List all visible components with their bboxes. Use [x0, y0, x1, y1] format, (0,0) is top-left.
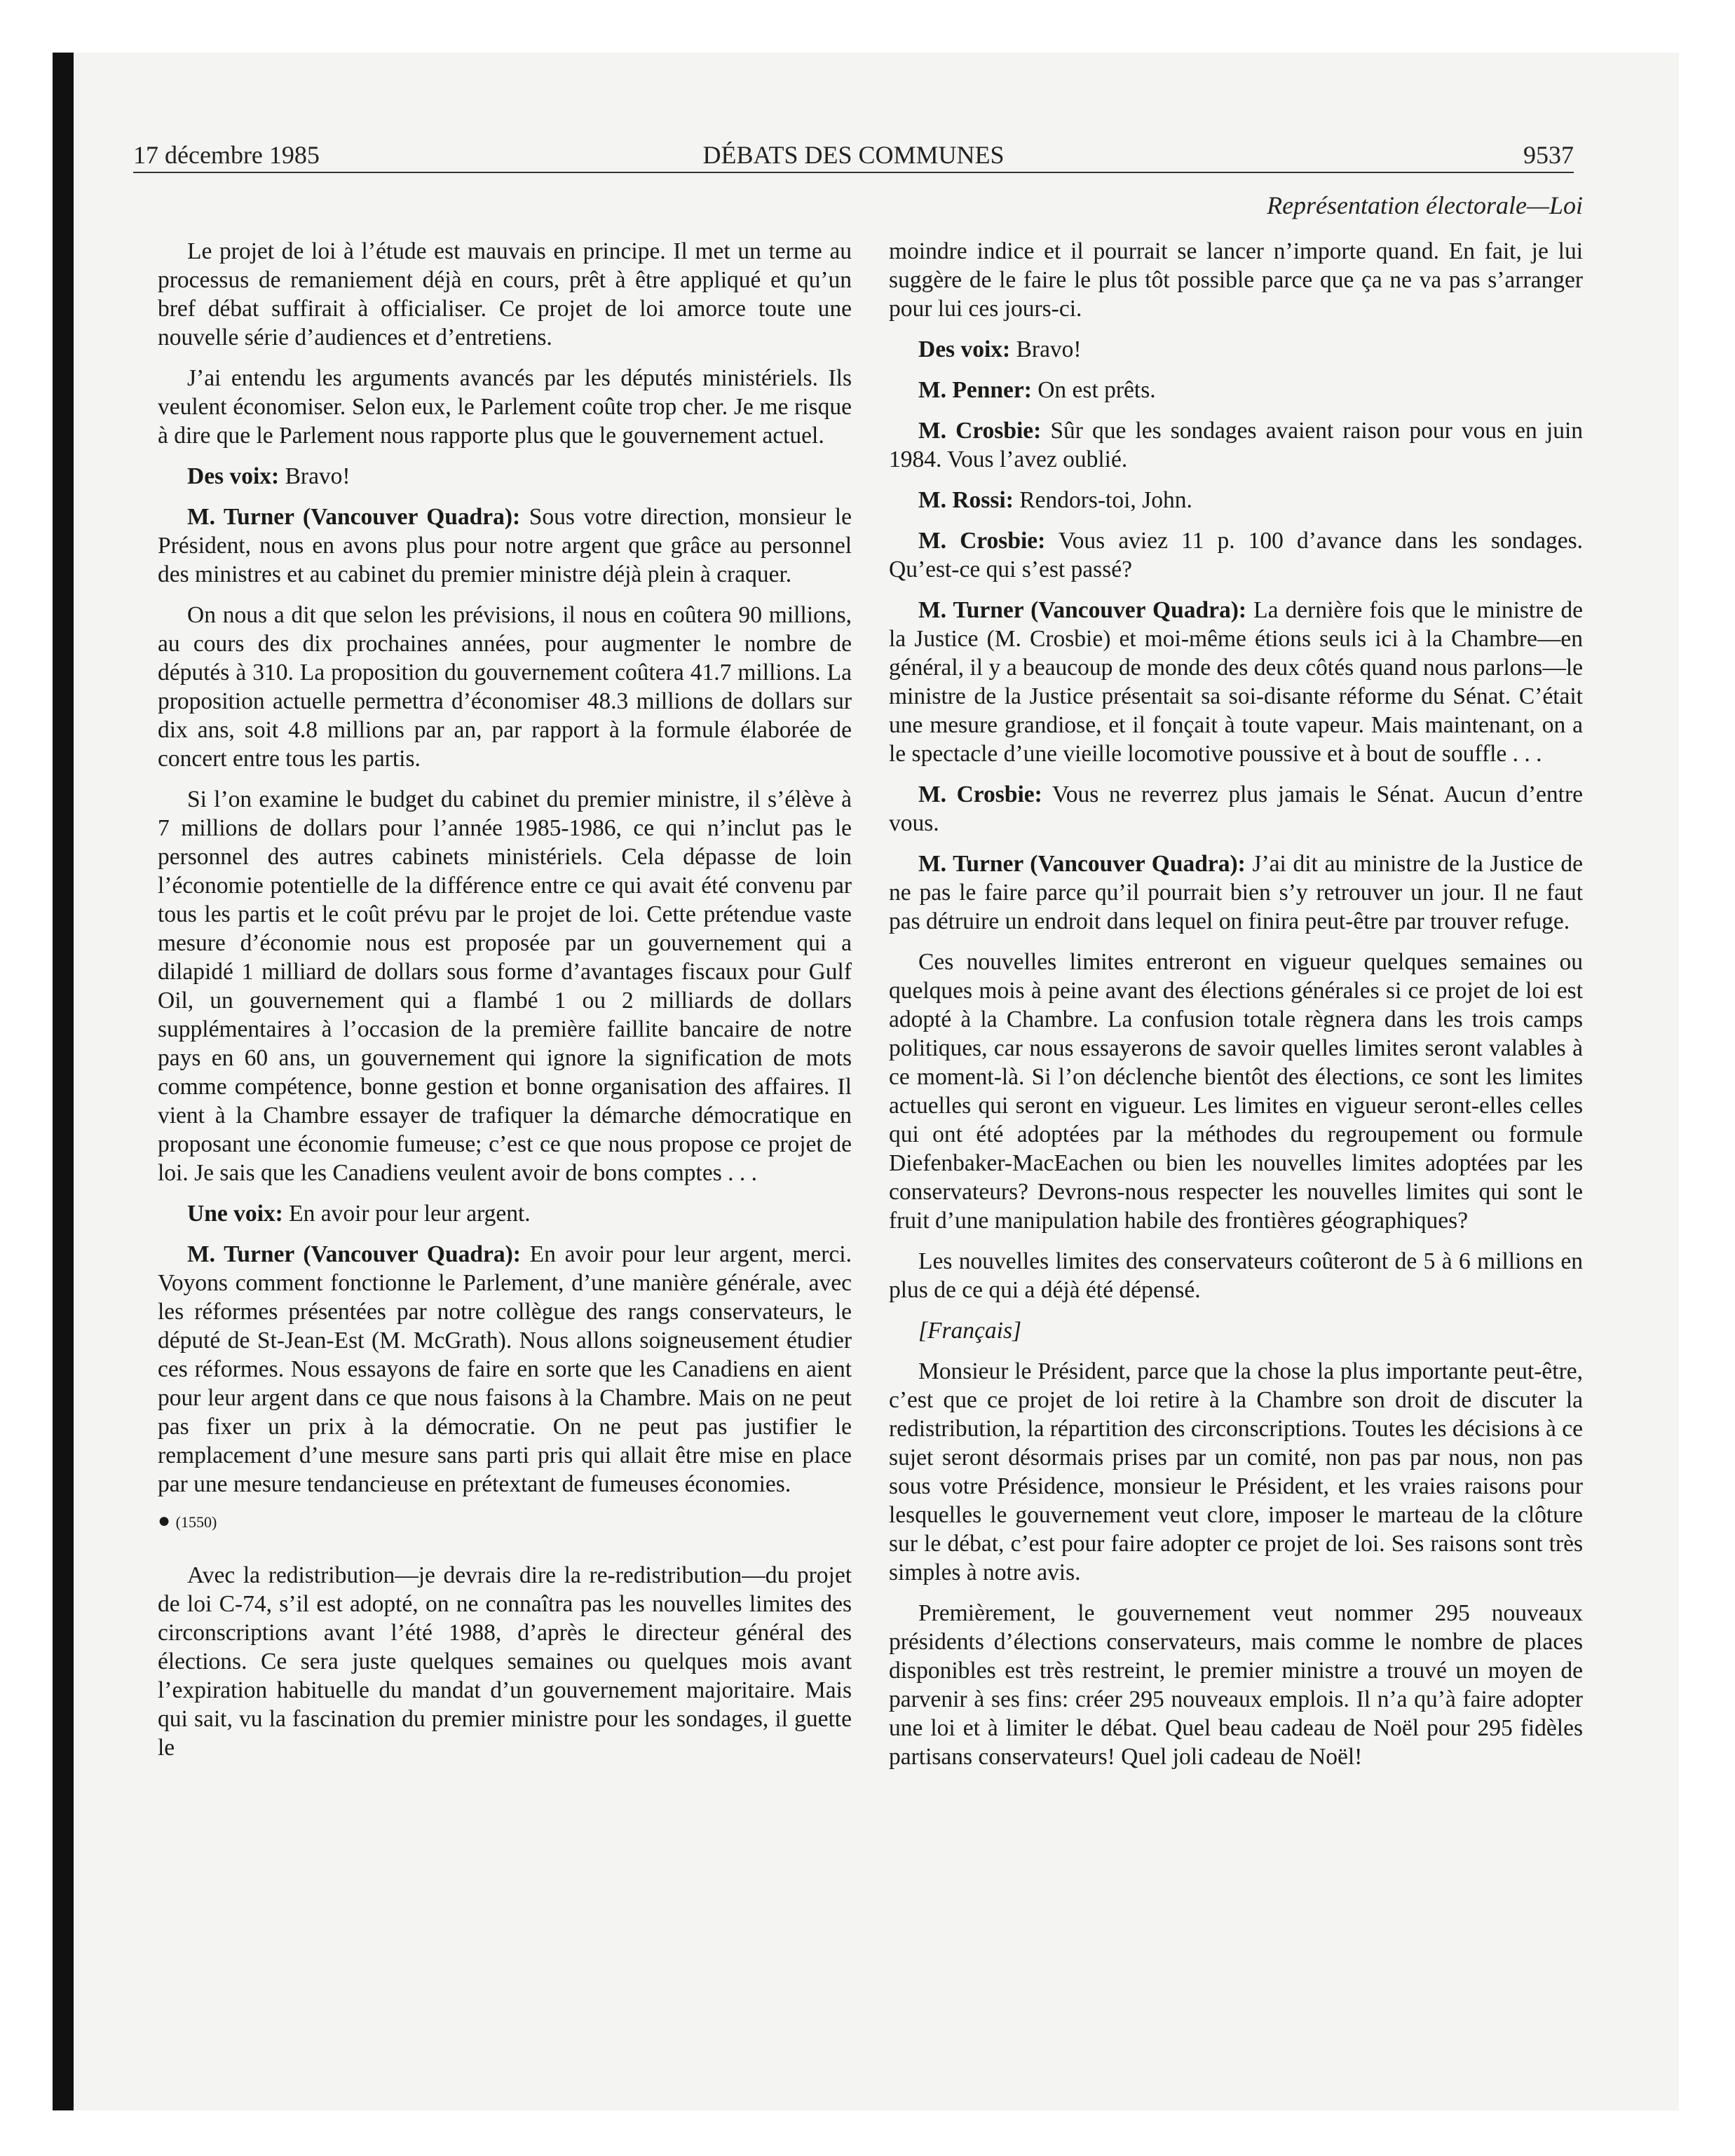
paragraph — [889, 1316, 1583, 1345]
paragraph — [158, 364, 852, 450]
speaker-name: M. Turner (Vancouver Quadra): — [187, 1241, 521, 1267]
paragraph — [889, 416, 1583, 474]
left-column — [158, 237, 852, 1774]
right-column — [889, 237, 1583, 1783]
paragraph-text: Premièrement, le gouvernement veut nommer 295 nouveaux présidents d’élections conservateurs, mais comme le nombre de places disponibles est très restreint, le premier ministre a trouvé un moyen de parvenir à ses fins: créer 295 nouveaux emplois. Il n’a qu’à faire adopter une loi et à limiter le débat. Quel beau cadeau de Noël pour 295 fidèles partisans conservateurs! Quel joli cadeau de Noël! — [889, 1600, 1583, 1770]
paragraph — [889, 850, 1583, 936]
paragraph-text: moindre indice et il pourrait se lancer n’importe quand. En fait, je lui suggère de le faire le plus tôt possible parce que ça ne va pas s’arranger pour lui ces jours-ci. — [889, 238, 1583, 322]
paragraph — [889, 596, 1583, 768]
paragraph — [158, 1561, 852, 1762]
paragraph — [889, 1247, 1583, 1304]
paragraph — [889, 526, 1583, 584]
paragraph-text: Sûr que les sondages avaient raison pour vous en juin 1984. Vous l’avez oublié. — [889, 418, 1583, 472]
paragraph-text: Si l’on examine le budget du cabinet du premier ministre, il s’élève à 7 millions de dollars pour l’année 1985-1986, ce qui n’inclut pas le personnel des autres cabinets ministériels. Cela dépasse de loin l’économie potentielle de la différence entre ce qui avait été convenu par tous les partis et le coût prévu par le projet de loi. Cette prétendue vaste mesure d’économie nous est proposée par un gouvernement qui a dilapidé 1 milliard de dollars sous forme d’avantages fiscaux pour Gulf Oil, un gouvernement qui a flambé 1 ou 2 milliards de dollars supplémentaires à l’occasion de la première faillite bancaire de notre pays en 60 ans, un gouvernement qui ignore la signification de mots comme compétence, bonne gestion et bonne organisation des affaires. Il vient à la Chambre essayer de trafiquer la démarche démocratique en proposant une économie fumeuse; c’est ce que nous propose ce projet de loi. Je sais que les Canadiens veulent avoir de bons comptes . . . — [158, 786, 852, 1186]
paragraph — [889, 335, 1583, 364]
speaker-name: Des voix: — [187, 463, 280, 489]
paragraph — [158, 237, 852, 352]
paragraph-text: Bravo! — [1010, 336, 1082, 362]
speaker-name: M. Crosbie: — [918, 418, 1042, 444]
speaker-name: M. Turner (Vancouver Quadra): — [187, 504, 521, 530]
paragraph-text: Les nouvelles limites des conservateurs coûteront de 5 à 6 millions en plus de ce qui a déjà été dépensé. — [889, 1248, 1583, 1303]
paragraph-text: En avoir pour leur argent. — [283, 1201, 531, 1227]
paragraph — [889, 486, 1583, 514]
paragraph — [158, 1240, 852, 1499]
paragraph-text: Ces nouvelles limites entreront en vigueur quelques semaines ou quelques mois à peine avant des élections générales si ce projet de loi est adopté à la Chambre. La confusion totale règnera dans les trois camps politiques, car nous essayerons de savoir quelles limites seront valables à ce moment-là. Si l’on déclenche bientôt des élections, ce sont les limites actuelles qui seront en vigueur. Les limites en vigueur seront-elles celles qui ont été adoptées par la méthodes du regroupement ou formule Diefenbaker-MacEachen ou bien les nouvelles limites adoptées par les conservateurs? Devrons-nous respecter les nouvelles limites qui sont le fruit d’une manipulation habile des frontières géographiques? — [889, 949, 1583, 1234]
time-marker — [158, 1510, 852, 1533]
language-tag: [Français] — [918, 1318, 1022, 1344]
paragraph-text: Le projet de loi à l’étude est mauvais en principe. Il met un terme au processus de remaniement déjà en cours, prêt à être appliqué et qu’un bref débat suffirait à officialiser. Ce projet de loi amorce toute une nouvelle série d’audiences et d’entretiens. — [158, 238, 852, 350]
page-header — [133, 140, 1574, 171]
paragraph-text: Rendors-toi, John. — [1013, 487, 1192, 513]
speaker-name: M. Crosbie: — [918, 782, 1042, 807]
page-number: 9537 — [1523, 141, 1574, 169]
header-rule — [133, 172, 1574, 173]
paragraph-text: Vous ne reverrez plus jamais le Sénat. Aucun d’entre vous. — [889, 782, 1583, 836]
paragraph-text: On nous a dit que selon les prévisions, il nous en coûtera 90 millions, au cours des dix prochaines années, pour augmenter le nombre de députés à 310. La proposition du gouvernement coûtera 41.7 millions. La proposition actuelle permettra d’économiser 48.3 millions de dollars sur dix ans, soit 4.8 millions par an, par rapport à la formule élaborée de concert entre tous les partis. — [158, 602, 852, 772]
speaker-name: M. Turner (Vancouver Quadra): — [918, 597, 1247, 623]
paragraph-text: J’ai entendu les arguments avancés par les députés ministériels. Ils veulent économiser. Selon eux, le Parlement coûte trop cher. Je me risque à dire que le Parlement nous rapporte plus que le gouvernement actuel. — [158, 365, 852, 449]
scan-margin — [0, 0, 1735, 53]
paragraph-text: En avoir pour leur argent, merci. Voyons comment fonctionne le Parlement, d’une manière générale, avec les réformes présentées par notre collègue des rangs conservateurs, le député de St-Jean-Est (M. McGrath). Nous allons soigneusement étudier ces réformes. Nous essayons de faire en sorte que les Canadiens en aient pour leur argent dans ce que nous faisons à la Chambre. Mais on ne peut pas fixer un prix à la démocratie. On ne peut pas justifier le remplacement d’une mesure sans parti pris qui allait être mise en place par une mesure tendancieuse en prétextant de fumeuses économies. — [158, 1241, 852, 1497]
time-marker-label: (1550) — [175, 1513, 217, 1531]
paragraph-text: Vous aviez 11 p. 100 d’avance dans les sondages. Qu’est-ce qui s’est passé? — [889, 528, 1584, 582]
paragraph-text: On est prêts. — [1031, 377, 1156, 403]
paragraph — [889, 1599, 1583, 1771]
paragraph — [889, 780, 1583, 838]
paragraph — [889, 948, 1583, 1235]
paragraph-text: La dernière fois que le ministre de la Justice (M. Crosbie) et moi-même étions seuls ici à la Chambre—en général, il y a beaucoup de monde des deux côtés quand nous parlons—le ministre de la Justice présentait sa soi-disante réforme du Sénat. C’était une mesure grandiose, et il fonçait à toute vapeur. Mais maintenant, on a le spectacle d’une vieille locomotive poussive et à bout de souffle . . . — [889, 597, 1583, 767]
speaker-name: M. Penner: — [918, 377, 1032, 403]
paragraph — [158, 1199, 852, 1228]
paragraph — [158, 601, 852, 773]
paragraph — [889, 376, 1583, 404]
paragraph — [158, 785, 852, 1187]
paragraph-text: J’ai dit au ministre de la Justice de ne pas le faire parce qu’il pourrait bien s’y retrouver un jour. Il ne faut pas détruire un endroit dans lequel on finira peut-être par trouver refuge. — [889, 851, 1584, 934]
running-title: Représentation électorale—Loi — [1267, 191, 1583, 219]
speaker-name: M. Crosbie: — [918, 528, 1046, 554]
paragraph-text: Sous votre direction, monsieur le Président, nous en avons plus pour notre argent que grâce au personnel des ministres et au cabinet du premier ministre déjà plein à craquer. — [158, 504, 852, 587]
speaker-name: Des voix: — [918, 336, 1011, 362]
paragraph-text: Monsieur le Président, parce que la chose la plus importante peut-être, c’est que ce projet de loi retire à la Chambre son droit de discuter la redistribution, la répartition des circonscriptions. Toutes les décisions à ce sujet seront désormais prises par un comité, non pas par nous, non pas sous votre Présidence, monsieur le Président, et les vraies raisons pour lesquelles le gouvernement veut clore, imposer le marteau de la clôture sur le débat, c’est pour faire adopter ce projet de loi. Ses raisons sont très simples à notre avis. — [889, 1358, 1583, 1585]
paragraph — [158, 503, 852, 589]
paragraph-text: Avec la redistribution—je devrais dire la re-redistribution—du projet de loi C-74, s’il est adopté, on ne connaîtra pas les nouvelles limites des circonscriptions avant l’été 1988, d’après le directeur général des élections. Ce sera juste quelques semaines ou quelques mois avant l’expiration habituelle du mandat d’un gouvernement majoritaire. Mais qui sait, vu la fascination du premier ministre pour les sondages, il guette le — [158, 1562, 852, 1761]
bullet-icon: ● — [158, 1509, 176, 1532]
speaker-name: M. Turner (Vancouver Quadra): — [918, 851, 1246, 877]
header-date: 17 décembre 1985 — [133, 141, 320, 169]
speaker-name: Une voix: — [187, 1201, 283, 1227]
paragraph — [889, 1357, 1583, 1587]
paragraph — [158, 462, 852, 491]
paragraph-text: Bravo! — [279, 463, 351, 489]
paragraph — [889, 237, 1583, 323]
header-title: DÉBATS DES COMMUNES — [702, 141, 1005, 169]
scan-binding-edge — [53, 53, 74, 2110]
speaker-name: M. Rossi: — [918, 487, 1014, 513]
